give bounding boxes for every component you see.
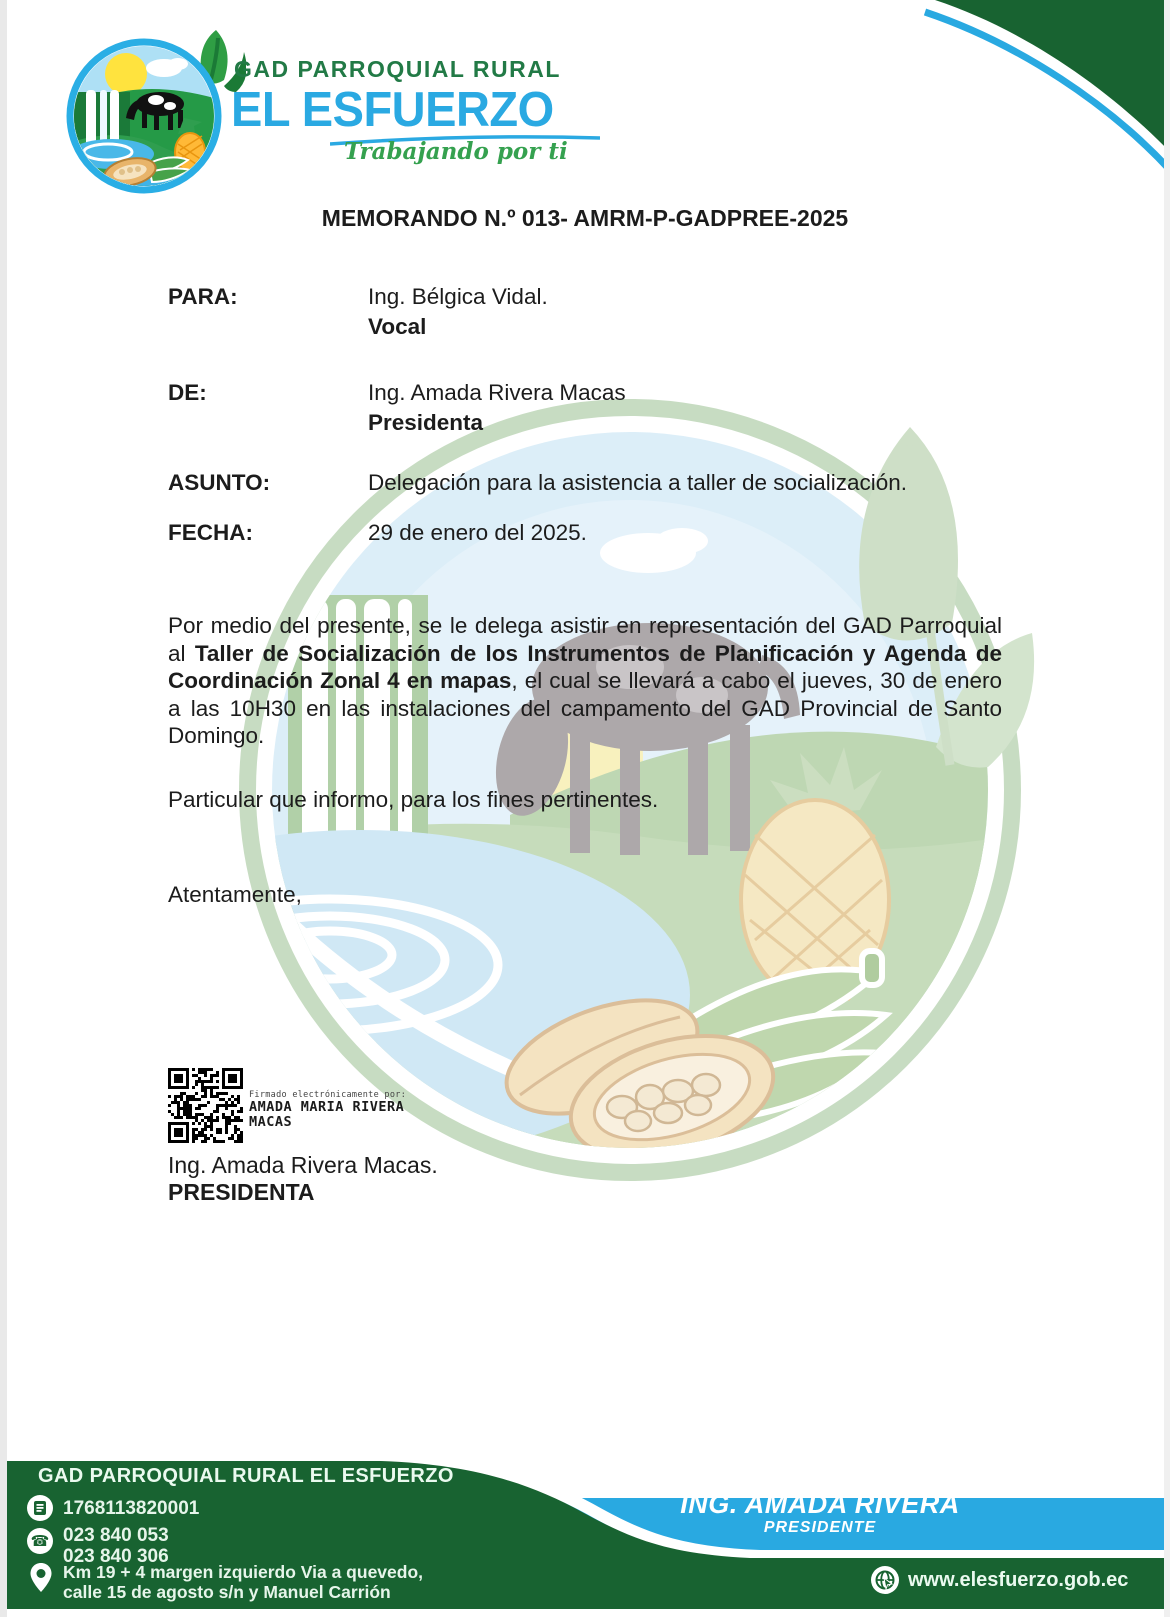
header-slogan: Trabajando por ti (344, 138, 568, 165)
signature-block (168, 1068, 1002, 1146)
qr-code (168, 1068, 246, 1146)
field-row-de (168, 378, 1002, 438)
memo-salutation: Atentamente, (168, 881, 302, 907)
de-value (368, 378, 626, 438)
de-role: Presidenta (368, 410, 484, 435)
memo-title: MEMORANDO N.º 013- AMRM-P-GADPREE-2025 (321, 205, 849, 231)
header-org-name: EL ESFUERZO (231, 81, 554, 137)
svg-text:☎: ☎ (30, 1532, 50, 1550)
footer-org-name: GAD PARROQUIAL RURAL EL ESFUERZO (38, 1465, 454, 1487)
president-name: ING. AMADA RIVERA (680, 1489, 960, 1519)
scan-edge-right (1164, 0, 1170, 1617)
footer-website: www.elesfuerzo.gob.ec (908, 1569, 1129, 1591)
footer-address-line2: calle 15 de agosto s/n y Manuel Carrión (63, 1581, 391, 1602)
location-pin-icon (29, 1562, 53, 1599)
para-value (368, 282, 548, 342)
asunto-label: ASUNTO: (168, 470, 271, 495)
fecha-value: 29 de enero del 2025. (368, 520, 587, 545)
signer-name: Ing. Amada Rivera Macas. (168, 1151, 438, 1178)
memo-closing-line: Particular que informo, para los fines pertinentes. (168, 786, 659, 812)
footer-president-banner (540, 1490, 1100, 1537)
page-footer (0, 1457, 1170, 1617)
field-row-fecha (168, 518, 1002, 548)
memo-body-paragraph: Por medio del presente, se le delega asistir en representación del GAD Parroquial al Taller de Socialización de los Instrumentos de Planificación y Agenda de Coordinación Zonal 4 en mapas, el cual se llevará a cabo el jueves, 30 de enero a las 10H30 en las instalaciones del campamento del GAD Provincial de Santo Domingo. (168, 613, 1003, 748)
logo-emblem (56, 26, 246, 196)
footer-phone-1: 023 840 053 (63, 1525, 169, 1546)
header-org-type: GAD PARROQUIAL RURAL (234, 56, 561, 82)
footer-phone-2: 023 840 306 (63, 1546, 169, 1567)
field-row-para (168, 282, 1002, 342)
corner-swoosh-decoration (920, 0, 1170, 205)
fecha-label: FECHA: (168, 520, 253, 545)
footer-address-line1: Km 19 + 4 margen izquierdo Via a quevedo, (63, 1562, 424, 1582)
footer-address (63, 1563, 423, 1602)
signer-title: PRESIDENTA (168, 1178, 315, 1205)
footer-phones (63, 1525, 169, 1567)
para-name: Ing. Bélgica Vidal. (368, 284, 548, 309)
electronic-signature-text (249, 1090, 424, 1130)
signed-by-label: Firmado electrónicamente por: (249, 1089, 407, 1100)
signed-by-name: AMADA MARIA RIVERA MACAS (249, 1098, 405, 1130)
scan-edge-left (0, 0, 7, 1617)
asunto-value: Delegación para la asistencia a taller de socialización. (368, 470, 908, 495)
phone-icon (26, 1527, 54, 1560)
para-label: PARA: (168, 284, 238, 309)
para-role: Vocal (368, 314, 427, 339)
president-title: PRESIDENTE (763, 1519, 877, 1536)
globe-icon (870, 1565, 900, 1600)
memo-content (168, 204, 1002, 1206)
de-name: Ing. Amada Rivera Macas (368, 380, 626, 405)
ruc-icon (26, 1494, 54, 1527)
de-label: DE: (168, 380, 207, 405)
field-row-asunto (168, 468, 1002, 498)
footer-ruc: 1768113820001 (63, 1498, 200, 1519)
